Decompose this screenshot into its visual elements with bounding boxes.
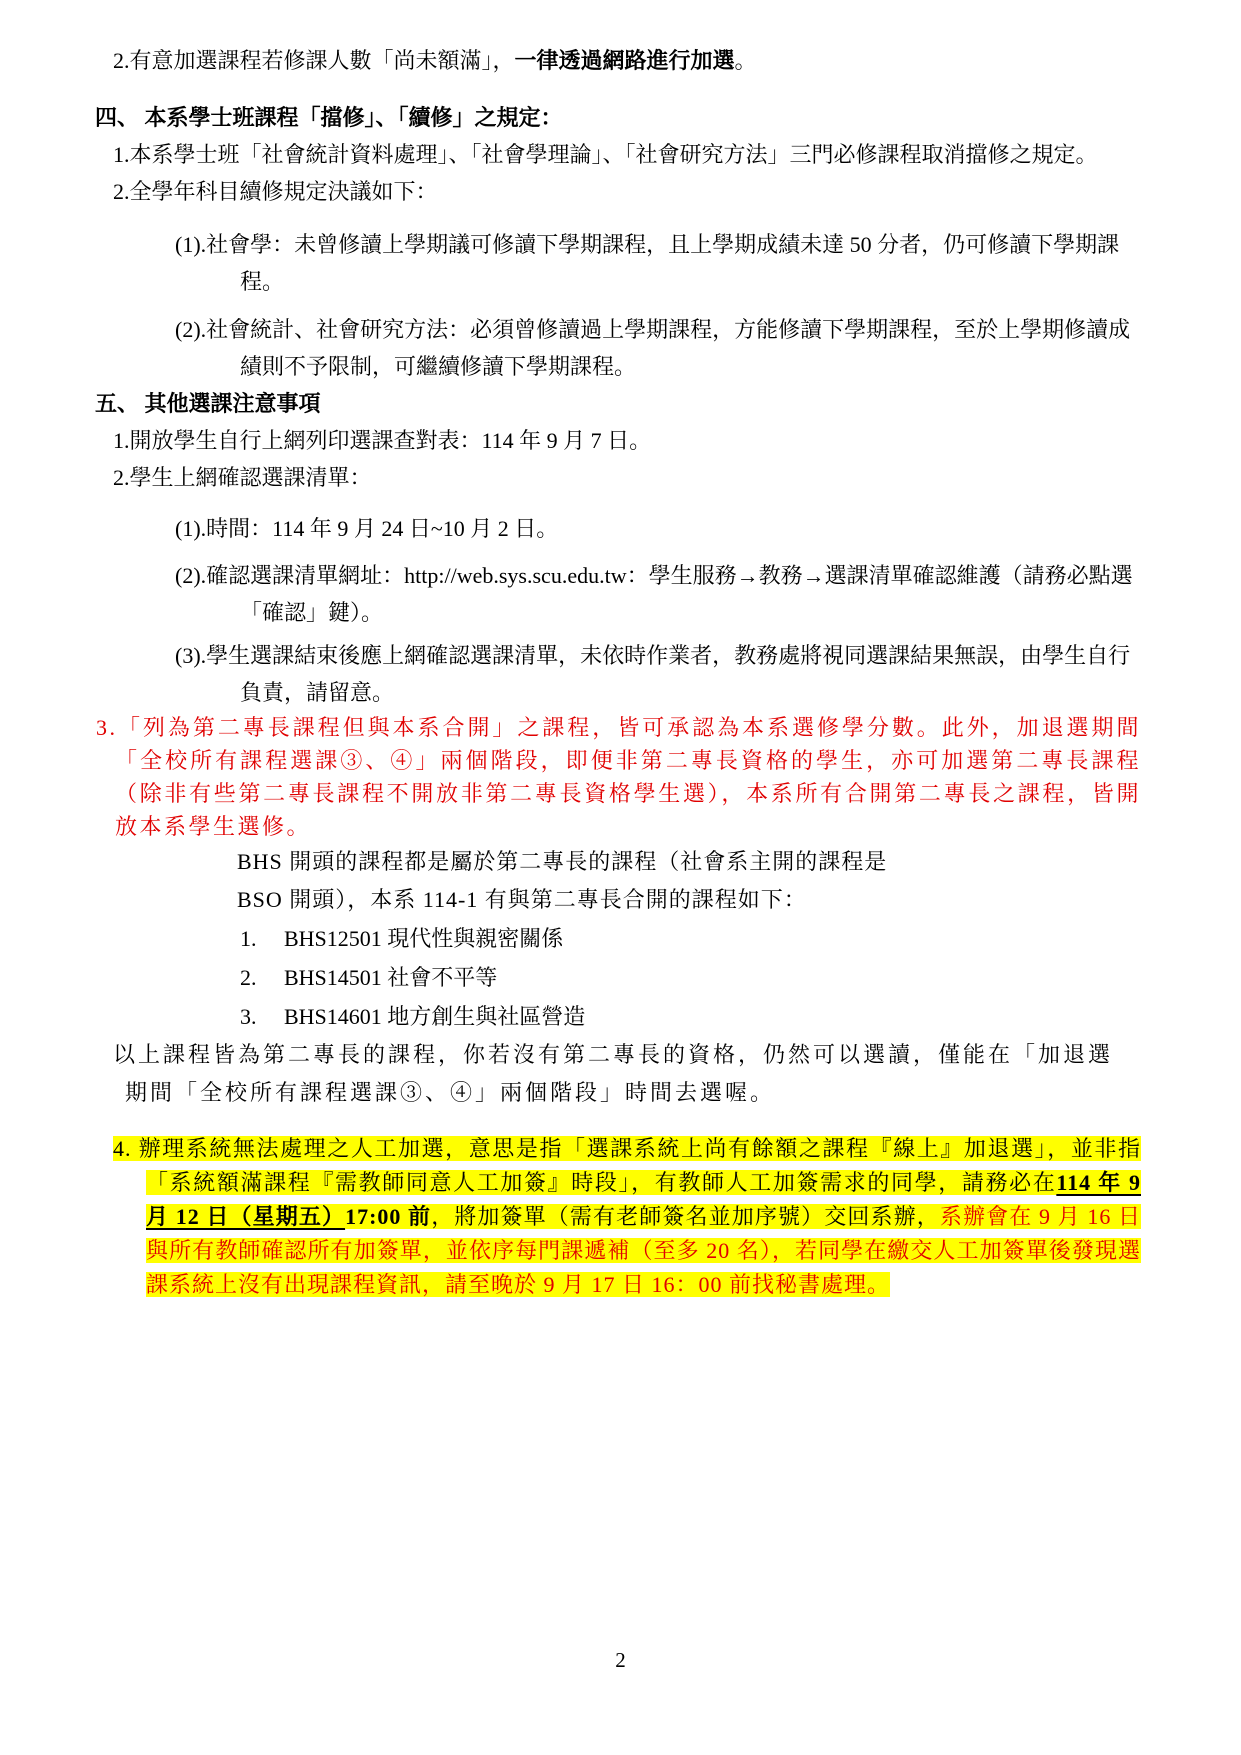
section5-item-4-highlighted (113, 1132, 1141, 1302)
section4-sub-2: (2).社會統計、社會研究方法：必須曾修讀過上學期課程，方能修讀下學期課程，至於上學期修讀成績則不予限制，可繼續修讀下學期課程。 (175, 317, 1131, 379)
section5-item-2: 2.學生上網確認選課清單： (113, 465, 372, 490)
bhs-course-number: 1. (240, 926, 257, 951)
deadline-bold-underline: 114 年 9 月 12 日（星期五） (146, 1170, 1141, 1229)
bhs-course-item (240, 958, 1141, 997)
section-4-heading: 四、 本系學士班課程「擋修」、「續修」之規定： (95, 105, 563, 130)
section5-sub-2-suffix: ：學生服務→教務→選課清單確認維護（請務必點選「確認」鍵）。 (240, 563, 1133, 625)
bhs-course-item (240, 997, 1141, 1036)
page-number: 2 (615, 1648, 626, 1672)
bhs-closing-note: 以上課程皆為第二專長的課程，你若沒有第二專長的資格，仍然可以選讀，僅能在「加退選期間「全校所有課程選課③、④」兩個階段」時間去選喔。 (113, 1042, 1114, 1105)
section5-sub-1: (1).時間：114 年 9 月 24 日~10 月 2 日。 (175, 516, 559, 541)
section5-item-1: 1.開放學生自行上網列印選課查對表：114 年 9 月 7 日。 (113, 428, 652, 453)
course-list-url[interactable]: http://web.sys.scu.edu.tw (404, 563, 627, 588)
item4-black-text-1: 辦理系統無法處理之人工加選，意思是指「選課系統上尚有餘額之課程『線上』加退選」，並非指「系統額滿課程『需教師同意人工加簽』時段」，有教師人工加簽需求的同學，請務必在 (138, 1136, 1142, 1195)
bhs-course-number: 3. (240, 1004, 257, 1029)
note-online-add-bold: 一律透過網路進行加選 (514, 48, 735, 73)
bhs-course-label: BHS14501 社會不平等 (284, 965, 498, 990)
item4-marker: 4. (113, 1136, 139, 1161)
section4-item-1: 1.本系學士班「社會統計資料處理」、「社會學理論」、「社會研究方法」三門必修課程取消擋修之規定。 (113, 142, 1098, 167)
bhs-course-number: 2. (240, 965, 257, 990)
note-online-add-text: 2.有意加選課程若修課人數「尚未額滿」， (113, 48, 515, 73)
bhs-course-item (240, 919, 1141, 958)
section5-sub-2-prefix: (2).確認選課清單網址： (175, 563, 405, 588)
section-5-heading: 五、 其他選課注意事項 (95, 391, 321, 416)
bhs-intro-note: BHS 開頭的課程都是屬於第二專長的課程（社會系主開的課程是 BSO 開頭），本系 114-1 有與第二專長合開的課程如下： (237, 849, 888, 912)
item4-red-followup-text: 系辦會在 9 月 16 日與所有教師確認所有加簽單，並依序每門課遞補（至多 20 名），若同學在繳交人工加簽單後發現選課系統上沒有出現課程資訊，請至晚於 9 月 17 日 16：00 前找秘書處理。 (146, 1204, 1141, 1297)
note-online-add-period: 。 (734, 48, 757, 73)
section5-sub-3: (3).學生選課結束後應上網確認選課清單，未依時作業者，教務處將視同選課結果無誤，由學生自行負責，請留意。 (175, 643, 1131, 705)
item4-black-text-2: ，將加簽單（需有老師簽名並加序號）交回系辦， (431, 1204, 940, 1229)
section4-sub-1: (1).社會學：未曾修讀上學期議可修讀下學期課程，且上學期成績未達 50 分者，仍可修讀下學期課程。 (175, 232, 1120, 294)
section4-item-2: 2.全學年科目續修規定決議如下： (113, 179, 438, 204)
bhs-course-label: BHS12501 現代性與親密關係 (284, 926, 564, 951)
deadline-time-bold: 17:00 前 (345, 1204, 432, 1229)
bhs-course-label: BHS14601 地方創生與社區營造 (284, 1004, 586, 1029)
section5-sub-2 (175, 557, 1141, 631)
section5-item-3-red-note: 3.「列為第二專長課程但與本系合開」之課程，皆可承認為本系選修學分數。此外，加退選期間「全校所有課程選課③、④」兩個階段，即便非第二專長資格的學生，亦可加選第二專長課程（除非有些第二專長課程不開放非第二專長資格學生選），本系所有合開第二專長之課程，皆開放本系學生選修。 (96, 715, 1141, 839)
note-online-add (113, 42, 1141, 79)
